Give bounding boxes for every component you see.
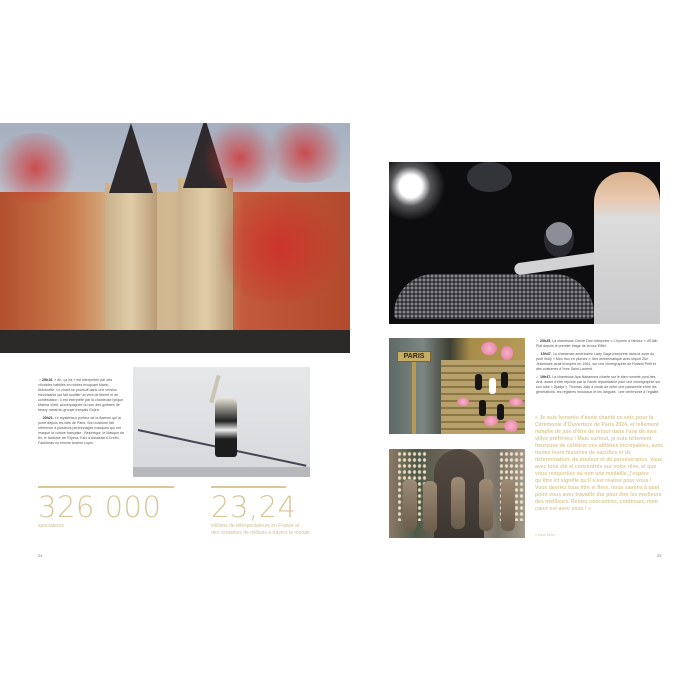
pink-feather xyxy=(484,416,498,426)
red-streamers xyxy=(210,193,350,303)
rooftop xyxy=(133,467,310,477)
dancer xyxy=(479,479,493,531)
dancer xyxy=(501,372,508,388)
dancer xyxy=(501,479,515,531)
tower-left-roof xyxy=(109,123,153,193)
conciergerie-photo xyxy=(0,123,350,353)
quote-author: Céline Dion xyxy=(535,533,555,537)
dancer xyxy=(475,374,482,390)
page-number: 25 xyxy=(657,553,662,558)
celine-dion-photo xyxy=(389,162,660,324)
caption: ↙ 19h47. La chanteuse Aya Nakamura chante sur le bien nommé pont des Arts, avant d'être rejointe par la Garde républicaine pour une chorégraphie sur son tube « Djadja ». Thomas Jolly a choisi de créer une passerelle entre les générations, les registres musicaux et les langues : une cérémonie à l'égalité. xyxy=(536,375,661,394)
caption: → 20h21. Le mystérieux porteur de la flamme qui la porte depuis les toits de Paris. Son costume fait référence à plusieurs personnages masqués qui ont marqué la culture française : Belphégor, le Masque de fer, le fantôme de l'Opéra, Ezio d'Assassin's Creed, Fantômas ou encore Arsène Lupin. xyxy=(38,416,125,445)
bokeh-light xyxy=(467,162,512,192)
dancers-photo xyxy=(389,449,525,538)
stat-spectators xyxy=(38,486,174,530)
caption: ↗ 20h16. « Ah, ça ira » est interprétée par des choristes habillés en nobles évoquant Marie-Antoinette. Le chant se poursuit dans une version électrisante qui fait souffler un vent de liberté et de contestation : il est interprété par la chanteuse lyrique Marina Viotti, accompagnée du son des guitares de heavy metal du groupe français Gojira. xyxy=(38,378,124,412)
stat-value: 326 000 xyxy=(38,490,162,524)
pink-feather xyxy=(501,346,513,360)
pianist xyxy=(544,222,574,257)
divider xyxy=(211,486,286,488)
caption-block-right xyxy=(536,339,662,398)
paris-sign: PARIS xyxy=(397,351,431,362)
page-number: 24 xyxy=(38,553,43,558)
caption: ↗ 20h25. La chanteuse Céline Dion interprète « L'hymne à l'amour » d'Édith Piaf depuis le premier étage de la tour Eiffel. xyxy=(536,339,658,348)
sign-post xyxy=(412,362,416,434)
torch-bearer xyxy=(215,397,237,457)
pink-feather xyxy=(457,398,469,406)
lead-performer xyxy=(489,378,496,394)
singer xyxy=(594,172,660,324)
pink-feather xyxy=(481,342,497,355)
divider xyxy=(38,486,174,488)
lady-gaga-photo xyxy=(389,338,525,434)
caption: ← 19h47. La chanteuse américaine Lady Gaga interprète dans la zone du pont Sully « Mon truc en plumes », titre emblématique avec lequel Zizi Jeanmaire avait triomphé en 1961, sur une chorégraphie de Roland Petit et des costumes d'Yves Saint Laurent. xyxy=(536,352,656,371)
sparkling-piano xyxy=(394,274,594,319)
dancer xyxy=(479,400,486,416)
caption-block-left xyxy=(38,378,126,449)
dancer xyxy=(497,404,504,420)
dancer xyxy=(403,479,417,531)
stat-label: spectateurs xyxy=(38,523,64,529)
torch-bearer-photo xyxy=(133,367,310,477)
red-streamers xyxy=(260,123,350,183)
stat-value: 23,24 xyxy=(211,490,297,524)
dancer xyxy=(451,477,465,529)
dancer xyxy=(423,481,437,533)
pink-feather xyxy=(504,420,518,432)
stat-viewers xyxy=(211,486,336,537)
tower-left xyxy=(105,183,157,333)
quay xyxy=(0,330,350,353)
stat-label: millions de téléspectateurs en France et des centaines de millions à travers le monde xyxy=(211,523,310,536)
pink-feather xyxy=(509,398,523,406)
pull-quote: « Je suis honorée d'avoir chanté ce soir, pour la Cérémonie d'Ouverture de Paris 2024, et tellement remplie de joie d'être de retour dans l'une de mes villes préférées ! Mais surtout, je suis tellement heureuse de célébrer ces athlètes incroyables, avec toutes leurs histoires de sacrifice et de détermination, de douleur et de persévérance. Vous avez tous été si concentrés sur votre rêve, et que vous remportiez ou non une médaille, j'espère qu'être ici signifie qu'il s'est réalisé pour vous ! Vous devriez tous être si fiers, nous savons à quel point vous avez travaillé dur pour être les meilleurs des meilleurs. Restez concentrés, continuez, mon cœur est avec vous ! » xyxy=(535,415,664,512)
